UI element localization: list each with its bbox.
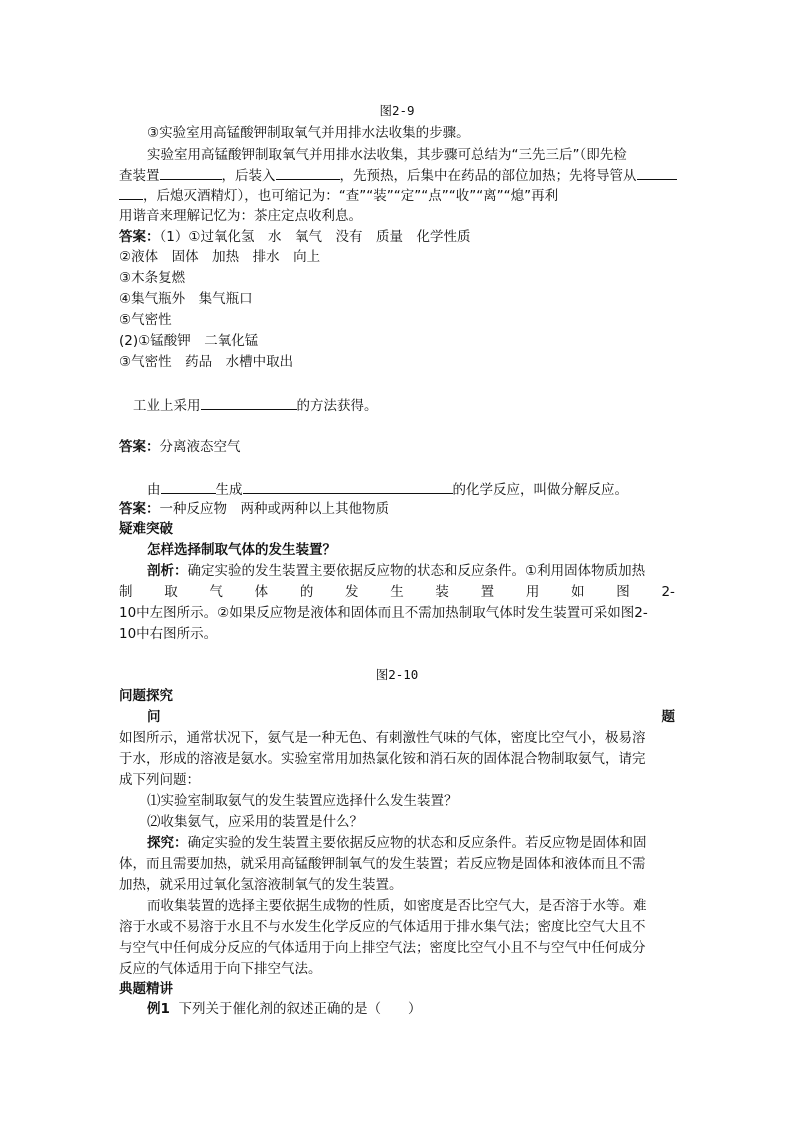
answer-label: 答案： (119, 229, 160, 245)
question-heading: 怎样选择制取气体的发生装置？ (147, 542, 336, 558)
decomposition-line (147, 479, 703, 500)
blank-underline (276, 165, 340, 180)
word: 如 (571, 584, 585, 600)
section-heading: 疑难突破 (119, 521, 173, 537)
answer-text: （1）①过氧化氢 水 氧气 没有 质量 化学性质 (159, 229, 471, 245)
answer-line: (2)①锰酸钾 二氧化锰 (119, 333, 259, 349)
explore-text: 确定实验的发生装置主要依据反应物的状态和反应条件。若反应物是固体和固 (187, 835, 647, 851)
paragraph-line: 溶于水或不易溶于水且不与水发生化学反应的气体适用于排水集气法；密度比空气大且不 (119, 919, 646, 935)
blank-underline (119, 185, 143, 200)
word: 的 (299, 584, 314, 600)
paragraph-line: 如图所示，通常状况下，氨气是一种无色、有刺激性气味的气体，密度比空气小，极易溶 (119, 730, 646, 746)
section-heading: 问题探究 (119, 688, 173, 704)
text-segment: 的方法获得。 (296, 398, 378, 414)
heading-left-char: 问 (147, 709, 161, 725)
figure-caption-2-10: 图2-10 (375, 667, 419, 682)
example-label: 例1 (147, 1001, 170, 1017)
explore-line (147, 833, 675, 853)
paragraph-line: 实验室用高锰酸钾制取氧气并用排水法收集，其步骤可总结为“三先三后”（即先检 (147, 147, 627, 163)
paragraph-line (119, 185, 675, 206)
blank-underline (161, 479, 216, 494)
paragraph-line: 反应的气体适用于向下排空气法。 (119, 961, 322, 977)
answer-label: 答案： (119, 501, 160, 517)
analysis-line (147, 561, 675, 581)
blank-underline (637, 165, 677, 180)
paragraph-line: 于水，形成的溶液是氨水。实验室常用加热氯化铵和消石灰的固体混合物制取氨气，请完 (119, 751, 646, 767)
question-heading (147, 707, 675, 727)
word: 发 (345, 584, 359, 600)
answer-text: 分离液态空气 (159, 439, 241, 455)
paragraph-line: 而收集装置的选择主要依据生成物的性质，如密度是否比空气大，是否溶于水等。难 (147, 898, 647, 914)
blank-underline (160, 165, 222, 180)
section-heading: 典题精讲 (119, 981, 173, 997)
paragraph-line: 成下列问题： (119, 772, 200, 788)
question-item: ⑵收集氨气，应采用的装置是什么？ (147, 814, 363, 830)
word: 图 (616, 584, 630, 600)
text-segment: 由 (147, 482, 161, 498)
question-item: ⑴实验室制取氨气的发生装置应选择什么发生装置？ (147, 793, 458, 809)
heading-right-char: 题 (661, 709, 675, 725)
paragraph-line: 用谐音来理解记忆为：茶庄定点收利息。 (119, 208, 362, 224)
answer-line: ④集气瓶外 集气瓶口 (119, 291, 253, 307)
text-segment: 生成 (215, 482, 243, 498)
answer-text: 一种反应物 两种或两种以上其他物质 (159, 501, 389, 517)
example-line (147, 999, 675, 1019)
answer-line (119, 499, 675, 519)
answer-line: ②液体 固体 加热 排水 向上 (119, 249, 321, 265)
word: 装 (435, 584, 449, 600)
word: 体 (254, 584, 269, 600)
word: 用 (525, 584, 540, 600)
justified-line (119, 582, 675, 602)
text-segment: 工业上采用 (133, 398, 201, 414)
answer-line: ③气密性 药品 水槽中取出 (119, 354, 294, 370)
text-segment: 查装置 (119, 168, 160, 184)
word: 取 (164, 584, 178, 600)
word: 制 (119, 584, 133, 600)
analysis-label: 剖析： (147, 563, 188, 579)
word: 气 (209, 584, 223, 600)
answer-line (119, 227, 675, 247)
paragraph-line: 与空气中任何成分反应的气体适用于向上排空气法；密度比空气小且不与空气中任何成分 (119, 940, 646, 956)
answer-line: ⑤气密性 (119, 312, 172, 328)
word: 置 (480, 584, 495, 600)
blank-underline (243, 479, 453, 494)
text-segment: ，后装入 (221, 168, 276, 184)
answer-line: ③木条复燃 (119, 270, 186, 286)
paragraph-line: 10中右图所示。 (119, 626, 218, 642)
paragraph-line (119, 165, 675, 186)
text-segment: ，先预热，后集中在药品的部位加热；先将导管从 (339, 168, 637, 184)
paragraph-line: 10中左图所示。②如果反应物是液体和固体而且不需加热制取气体时发生装置可采如图2- (119, 605, 648, 621)
text-segment: ，后熄灭酒精灯），也可缩记为：“查”“装”“定”“点”“收”“离”“熄”再利 (143, 188, 559, 204)
explore-label: 探究： (147, 835, 188, 851)
word: 生 (390, 584, 404, 600)
paragraph-line: 加热，就采用过氧化氢溶液制氧气的发生装置。 (119, 877, 403, 893)
word: 2- (661, 584, 675, 600)
answer-label: 答案： (119, 439, 160, 455)
text-segment: 的化学反应，叫做分解反应。 (452, 482, 628, 498)
blank-underline (201, 395, 297, 410)
example-text: 下列关于催化剂的叙述正确的是（ ） (178, 1001, 422, 1017)
industry-line (133, 395, 689, 416)
figure-caption-2-9: 图2-9 (379, 103, 415, 118)
paragraph-line: 体，而且需要加热，就采用高锰酸钾制氧气的发生装置；若反应物是固体和液体而且不需 (119, 856, 646, 872)
step-title: ③实验室用高锰酸钾制取氧气并用排水法收集的步骤。 (147, 125, 470, 141)
analysis-text: 确定实验的发生装置主要依据反应物的状态和反应条件。①利用固体物质加热 (187, 563, 646, 579)
answer-line (119, 437, 675, 457)
